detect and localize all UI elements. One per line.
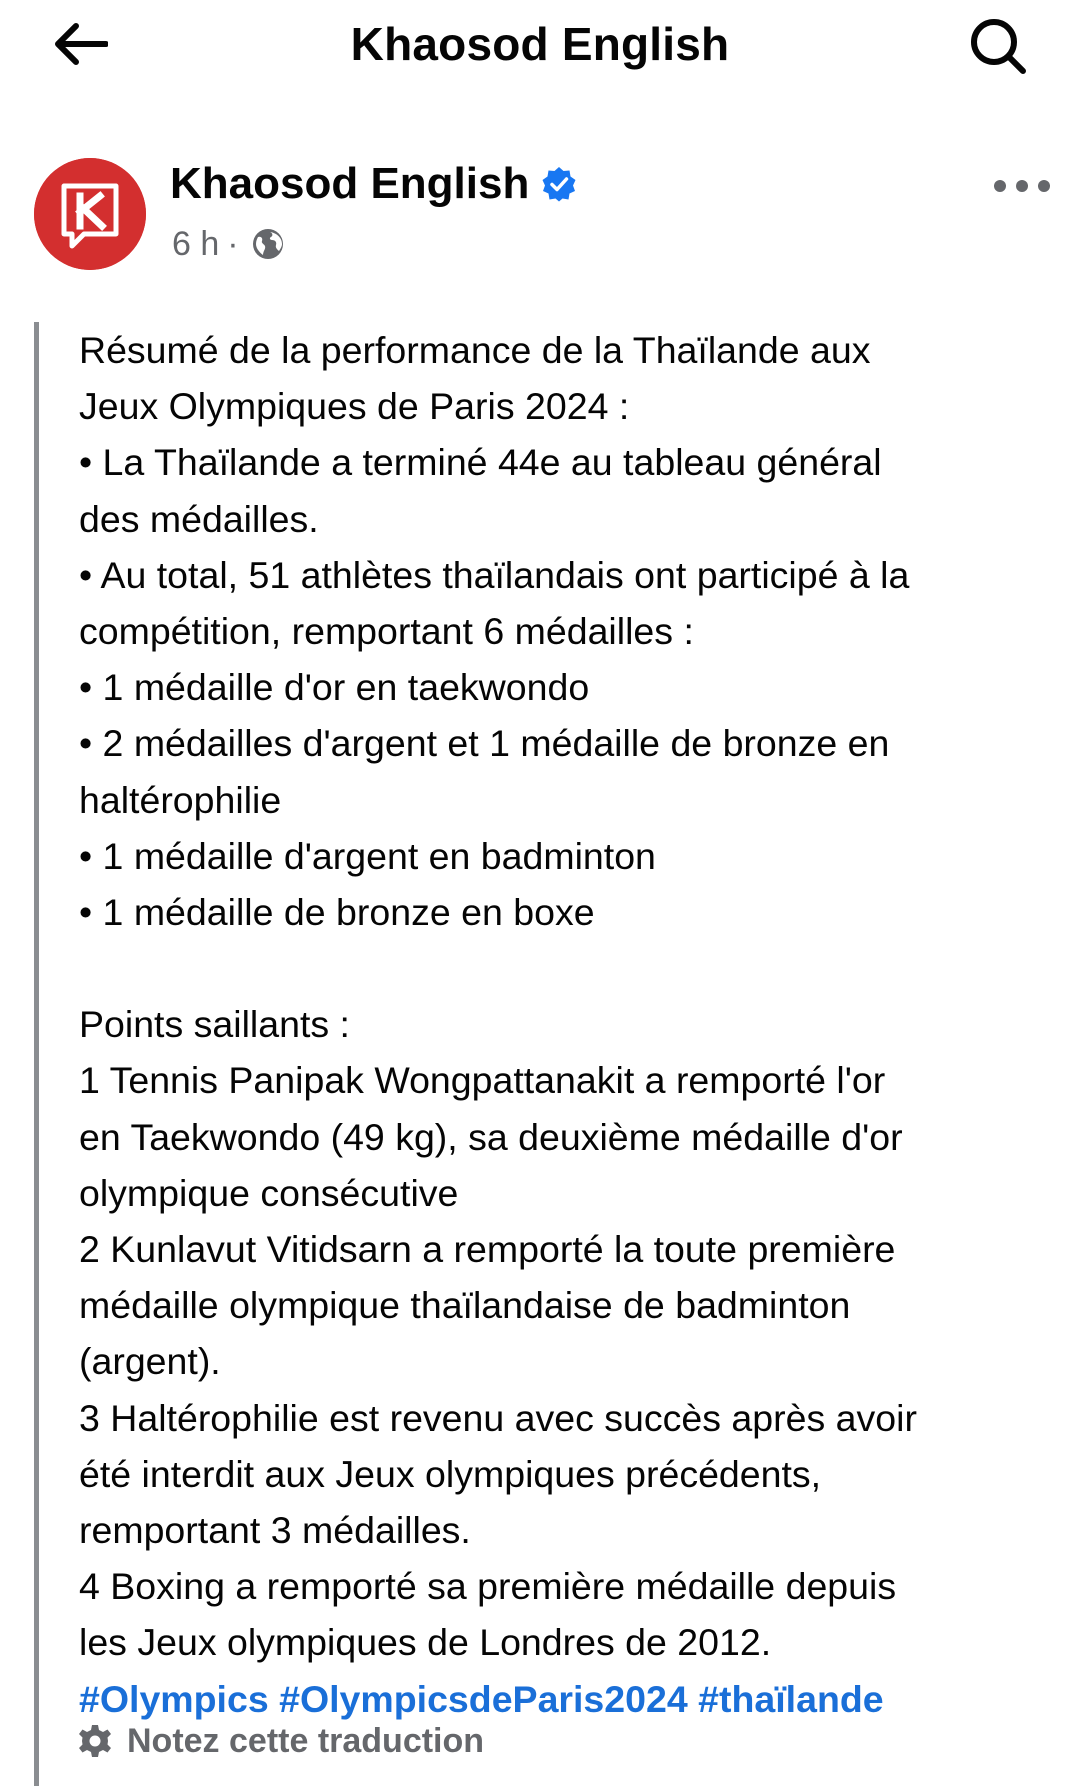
post-line: haltérophilie <box>79 778 282 821</box>
post-line: Jeux Olympiques de Paris 2024 : <box>79 385 630 428</box>
post-line: • 1 médaille d'or en taekwondo <box>79 666 590 709</box>
page-title: Khaosod English <box>350 18 730 70</box>
post-line: remportant 3 médailles. <box>79 1508 471 1551</box>
post-line: en Taekwondo (49 kg), sa deuxième médaille d'or <box>79 1115 903 1158</box>
globe-icon <box>251 227 285 261</box>
search-button[interactable] <box>964 12 1032 80</box>
post-line: compétition, remportant 6 médailles : <box>79 609 694 652</box>
post-line <box>79 940 1054 996</box>
post-line: (argent). <box>79 1340 221 1383</box>
post-line: des médailles. <box>79 497 319 540</box>
page-name[interactable]: Khaosod English <box>170 159 530 208</box>
post-meta <box>172 222 285 266</box>
post-text <box>79 322 1054 1727</box>
post-line: Points saillants : <box>79 1003 350 1046</box>
top-bar <box>0 0 1080 88</box>
rate-translation-button[interactable] <box>77 1716 484 1766</box>
post-time[interactable]: 6 h <box>172 224 220 263</box>
gear-icon <box>77 1723 113 1759</box>
search-icon <box>968 16 1028 76</box>
post-line: 2 Kunlavut Vitidsarn a remporté la toute première <box>79 1228 896 1270</box>
post-header <box>0 150 1080 280</box>
avatar[interactable] <box>34 158 146 270</box>
post-line: les Jeux olympiques de Londres de 2012. <box>79 1621 772 1664</box>
post-line: été interdit aux Jeux olympiques précédents, <box>79 1452 822 1495</box>
rate-translation-label: Notez cette traduction <box>127 1721 485 1760</box>
hashtag-olympicsdeparis2024[interactable]: #OlympicsdeParis2024 <box>279 1677 688 1720</box>
post-line: Résumé de la performance de la Thaïlande aux <box>79 329 871 371</box>
verified-badge-icon <box>541 166 577 202</box>
page-name-row <box>170 156 577 212</box>
post-line: 1 Tennis Panipak Wongpattanakit a remporté l'or <box>79 1059 886 1102</box>
more-options-button[interactable] <box>986 166 1058 206</box>
post-line: • La Thaïlande a terminé 44e au tableau général <box>79 441 882 484</box>
post-line: • 1 médaille de bronze en boxe <box>79 890 595 933</box>
hashtag-thailande[interactable]: #thaïlande <box>698 1677 884 1720</box>
post-body <box>34 322 1054 1786</box>
post-line: médaille olympique thaïlandaise de badminton <box>79 1284 851 1327</box>
more-horizontal-icon <box>992 179 1052 193</box>
hashtag-olympics[interactable]: #Olympics <box>79 1677 269 1720</box>
post-line: olympique consécutive <box>79 1171 459 1214</box>
post-line: • Au total, 51 athlètes thaïlandais ont participé à la <box>79 553 910 596</box>
khaosod-logo-icon <box>34 158 146 270</box>
post-line: • 2 médailles d'argent et 1 médaille de bronze en <box>79 722 890 765</box>
meta-separator: · <box>227 224 239 263</box>
post-line: 3 Haltérophilie est revenu avec succès après avoir <box>79 1396 917 1439</box>
post-line: • 1 médaille d'argent en badminton <box>79 834 656 877</box>
post-line: 4 Boxing a remporté sa première médaille depuis <box>79 1565 897 1608</box>
